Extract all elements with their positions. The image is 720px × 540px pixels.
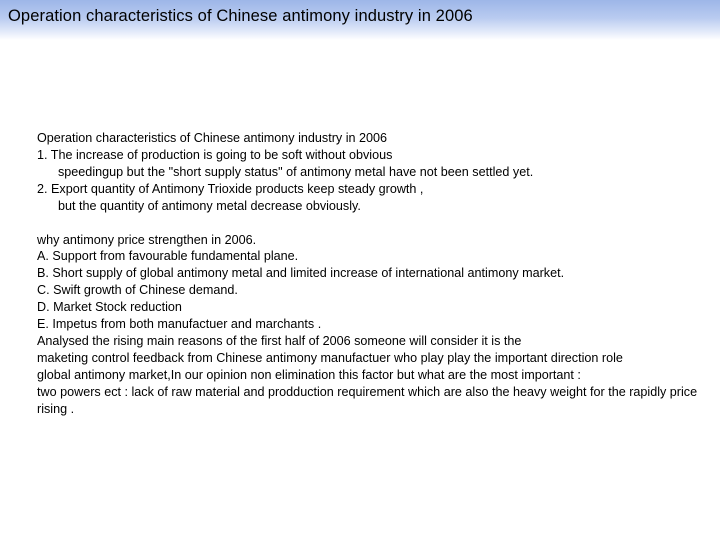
slide-title: Operation characteristics of Chinese antimony industry in 2006 [8,7,473,25]
list-item-1-line2: speedingup but the "short supply status" of antimony metal have not been settled yet. [58,164,534,179]
section-heading-operation: Operation characteristics of Chinese antimony industry in 2006 [37,131,388,145]
analysis-line-3: global antimony market,In our opinion non elimination this factor but what are the most important : [37,367,581,382]
reason-a: A. Support from favourable fundamental plane. [37,249,299,264]
slide-body [37,130,702,418]
list-item-2-line2: but the quantity of antimony metal decrease obviously. [58,198,361,213]
slide-title-bar [0,0,720,40]
analysis-line-1: Analysed the rising main reasons of the first half of 2006 someone will consider it is the [37,333,522,348]
list-item-1-line1: 1. The increase of production is going to be soft without obvious [37,147,393,162]
section-heading-price-reasons: why antimony price strengthen in 2006. [37,232,257,247]
reason-c: C. Swift growth of Chinese demand. [37,283,238,298]
analysis-line-5: rising . [37,401,75,416]
analysis-line-2: maketing control feedback from Chinese antimony manufactuer who play play the important direction role [37,350,623,365]
reason-b: B. Short supply of global antimony metal and limited increase of international antimony market. [37,266,565,281]
reason-e: E. Impetus from both manufactuer and marchants . [37,317,322,332]
analysis-line-4: two powers ect : lack of raw material and prodduction requirement which are also the heavy weight for the rapidly price [37,384,698,399]
reason-d: D. Market Stock reduction [37,300,182,315]
list-item-2-line1: 2. Export quantity of Antimony Trioxide products keep steady growth , [37,181,424,196]
paragraph-spacer [37,215,702,232]
